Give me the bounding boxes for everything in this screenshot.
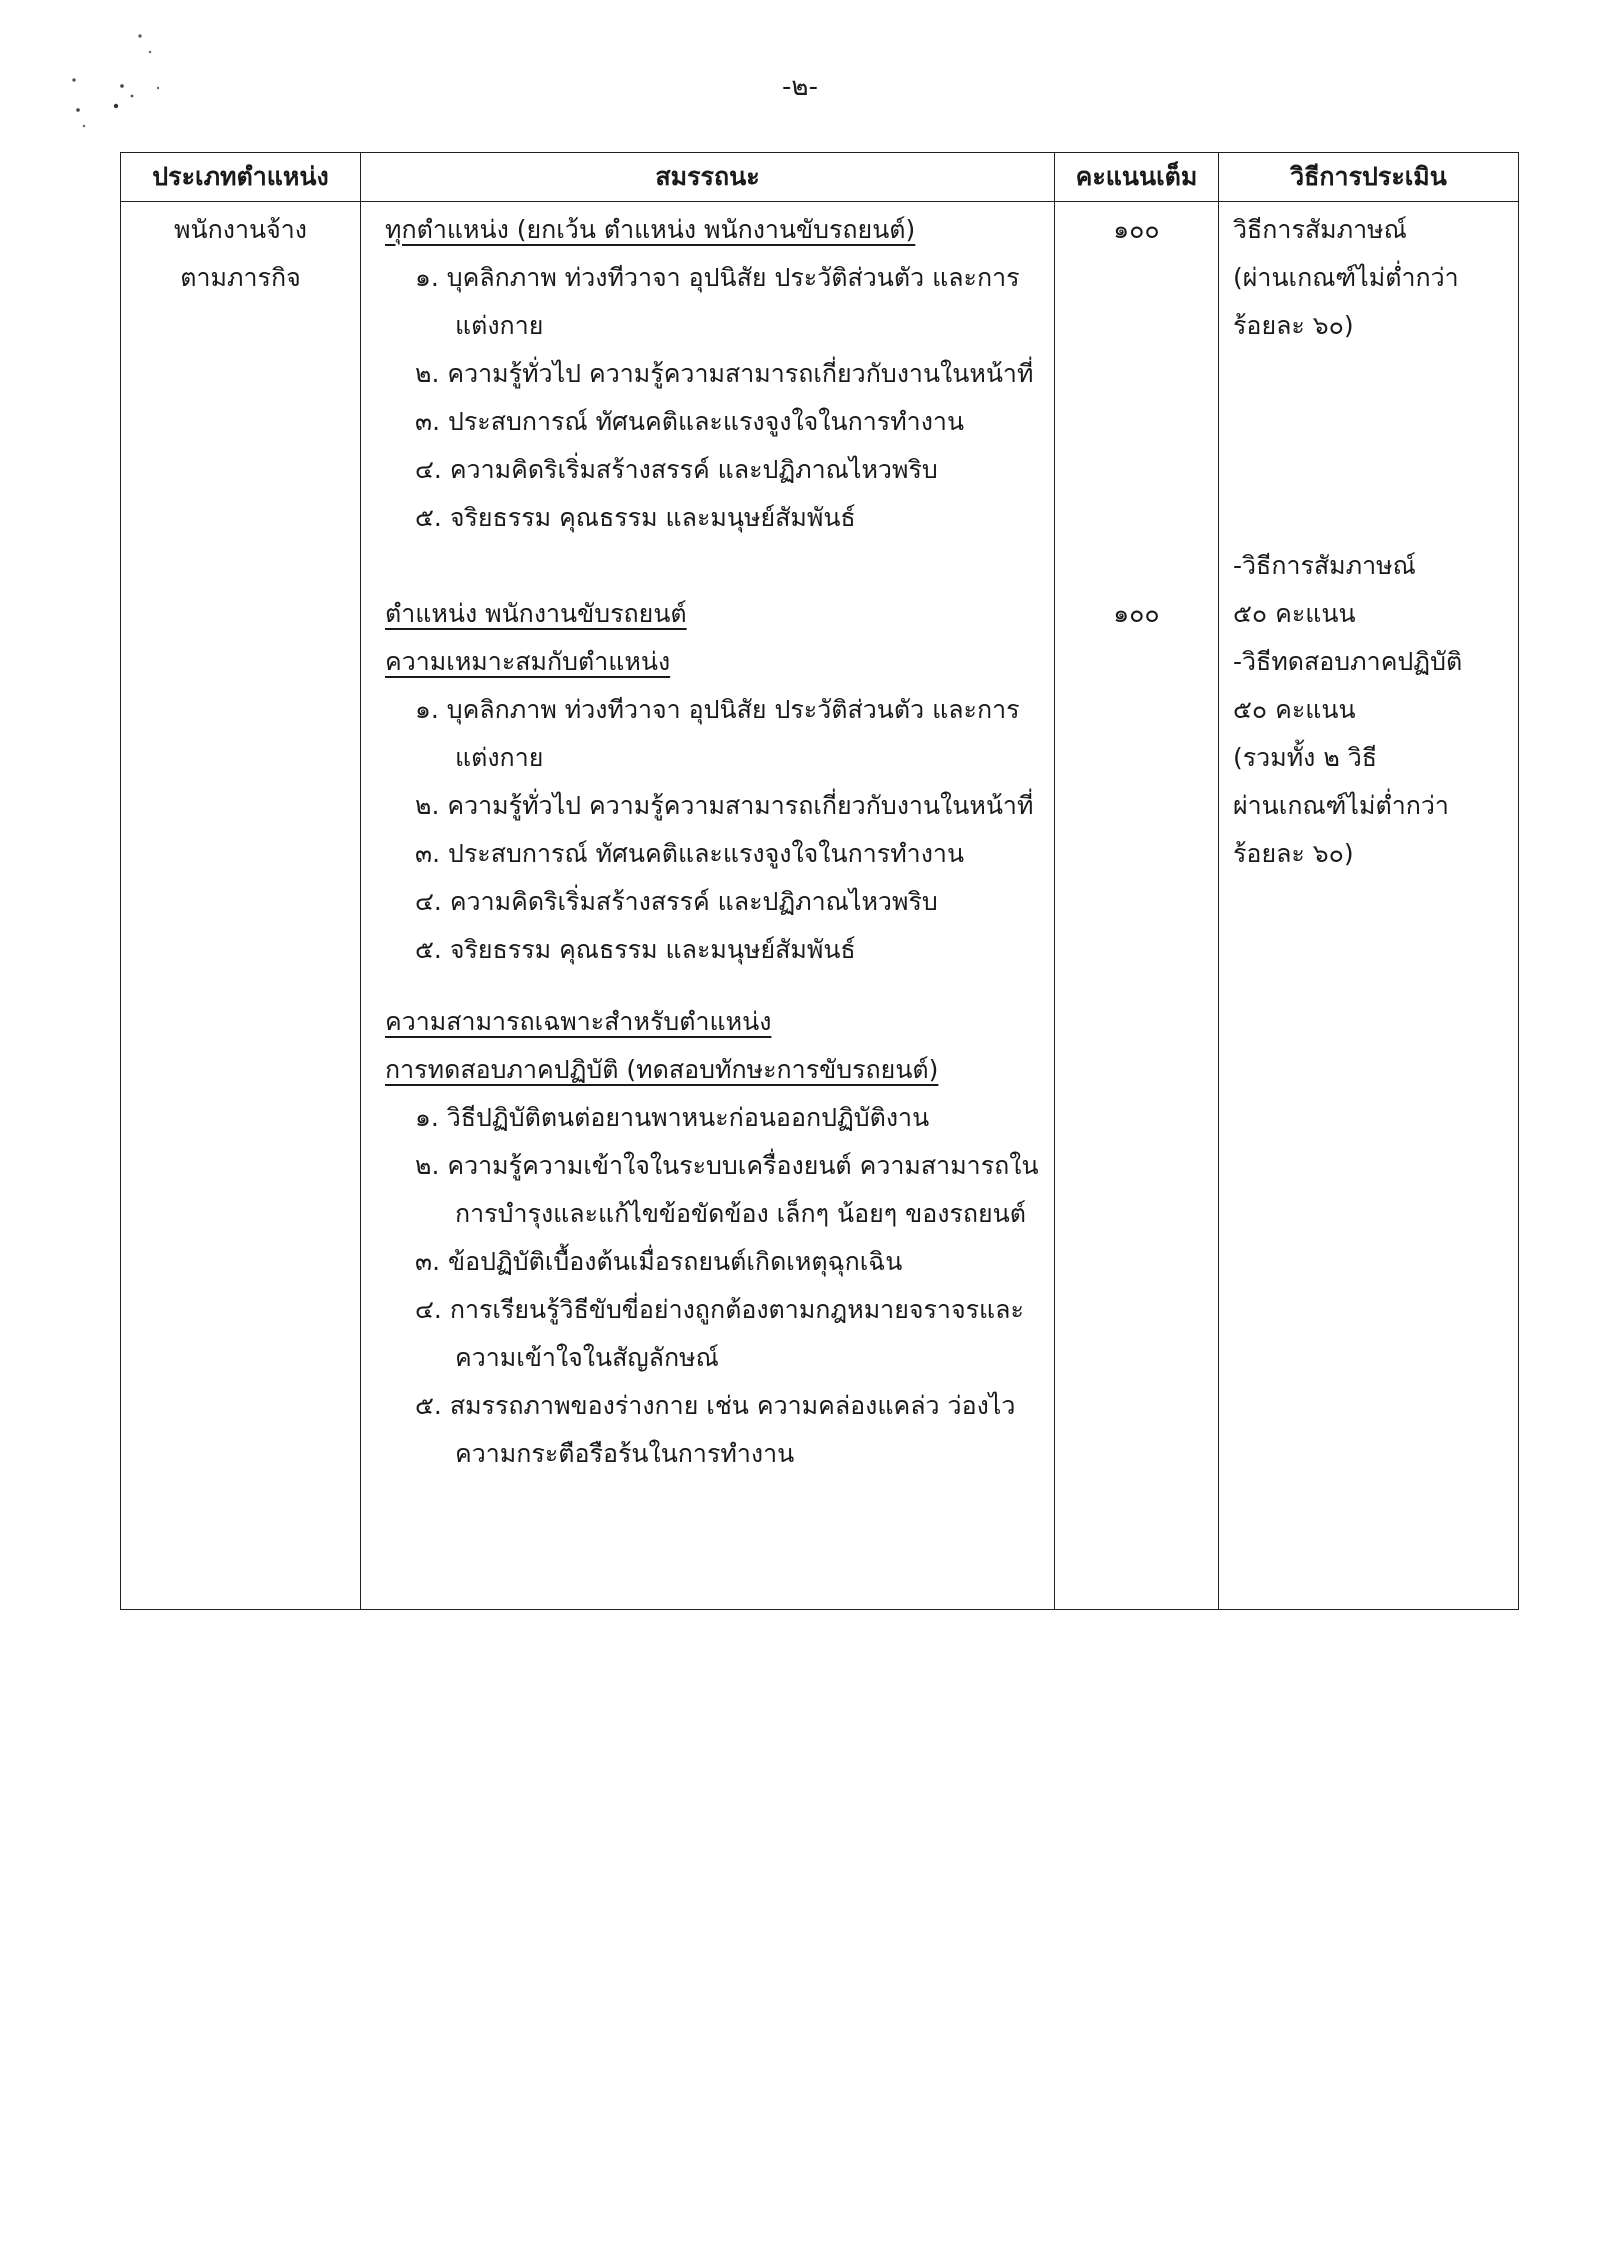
section3-subheading: การทดสอบภาคปฏิบัติ (ทดสอบทักษะการขับรถยนต์) xyxy=(385,1055,939,1084)
section1-item: ๑. บุคลิกภาพ ท่วงทีวาจา อุปนิสัย ประวัติส่วนตัว และการแต่งกาย xyxy=(415,263,1020,340)
section2-method-line: -วิธีทดสอบภาคปฏิบัติ xyxy=(1233,647,1463,676)
section1-heading: ทุกตำแหน่ง (ยกเว้น ตำแหน่ง พนักงานขับรถยนต์) xyxy=(385,215,916,244)
section2-method-line: -วิธีการสัมภาษณ์ xyxy=(1233,551,1416,580)
section2-method-line: (รวมทั้ง ๒ วิธี xyxy=(1233,743,1378,772)
section2-item: ๓. ประสบการณ์ ทัศนคติและแรงจูงใจในการทำงาน xyxy=(415,839,965,868)
section1-item: ๔. ความคิดริเริ่มสร้างสรรค์ และปฏิภาณไหวพริบ xyxy=(415,455,938,484)
section2-method-line: ๕๐ คะแนน xyxy=(1233,695,1356,724)
section3-heading: ความสามารถเฉพาะสำหรับตำแหน่ง xyxy=(385,1007,772,1036)
section2-item: ๑. บุคลิกภาพ ท่วงทีวาจา อุปนิสัย ประวัติส่วนตัว และการแต่งกาย xyxy=(415,695,1020,772)
competency-cell xyxy=(361,202,1055,1610)
section3-item: ๓. ข้อปฏิบัติเบื้องต้นเมื่อรถยนต์เกิดเหตุฉุกเฉิน xyxy=(415,1247,903,1276)
section2-method-line: ร้อยละ ๖๐) xyxy=(1233,839,1354,868)
section1-method-line: ร้อยละ ๖๐) xyxy=(1233,311,1354,340)
assessment-table xyxy=(120,152,1519,1610)
section1-item: ๕. จริยธรรม คุณธรรม และมนุษย์สัมพันธ์ xyxy=(415,503,856,532)
section2-subheading: ความเหมาะสมกับตำแหน่ง xyxy=(385,647,671,676)
section2-score: ๑๐๐ xyxy=(1113,599,1160,628)
section2-item: ๔. ความคิดริเริ่มสร้างสรรค์ และปฏิภาณไหวพริบ xyxy=(415,887,938,916)
section3-item: ๔. การเรียนรู้วิธีขับขี่อย่างถูกต้องตามกฎหมายจราจรและความเข้าใจในสัญลักษณ์ xyxy=(415,1295,1024,1372)
header-full-score: คะแนนเต็ม xyxy=(1055,153,1219,202)
header-competency: สมรรถนะ xyxy=(361,153,1055,202)
table-row xyxy=(121,202,1519,1610)
header-assessment-method: วิธีการประเมิน xyxy=(1219,153,1519,202)
position-type-cell xyxy=(121,202,361,1610)
section3-item: ๕. สมรรถภาพของร่างกาย เช่น ความคล่องแคล่ว ว่องไว ความกระตือรือร้นในการทำงาน xyxy=(415,1391,1016,1468)
assessment-method-cell xyxy=(1219,202,1519,1610)
section2-method-line: ๕๐ คะแนน xyxy=(1233,599,1356,628)
table-header-row xyxy=(121,153,1519,202)
section1-method-line: วิธีการสัมภาษณ์ xyxy=(1233,215,1407,244)
section2-heading: ตำแหน่ง พนักงานขับรถยนต์ xyxy=(385,599,687,628)
position-type-line: ตามภารกิจ xyxy=(180,263,301,292)
section2-method-line: ผ่านเกณฑ์ไม่ต่ำกว่า xyxy=(1233,791,1449,820)
full-score-cell xyxy=(1055,202,1219,1610)
header-position-type: ประเภทตำแหน่ง xyxy=(121,153,361,202)
section2-item: ๕. จริยธรรม คุณธรรม และมนุษย์สัมพันธ์ xyxy=(415,935,856,964)
section1-item: ๒. ความรู้ทั่วไป ความรู้ความสามารถเกี่ยวกับงานในหน้าที่ xyxy=(415,359,1034,388)
section2-item: ๒. ความรู้ทั่วไป ความรู้ความสามารถเกี่ยวกับงานในหน้าที่ xyxy=(415,791,1034,820)
section1-item: ๓. ประสบการณ์ ทัศนคติและแรงจูงใจในการทำงาน xyxy=(415,407,965,436)
section1-method-line: (ผ่านเกณฑ์ไม่ต่ำกว่า xyxy=(1233,263,1459,292)
page-number: -๒- xyxy=(782,72,818,102)
section3-item: ๒. ความรู้ความเข้าใจในระบบเครื่องยนต์ ความสามารถในการบำรุงและแก้ไขข้อขัดข้อง เล็กๆ น้อยๆ ของรถยนต์ xyxy=(415,1151,1039,1228)
section1-score: ๑๐๐ xyxy=(1113,215,1160,244)
section3-item: ๑. วิธีปฏิบัติตนต่อยานพาหนะก่อนออกปฏิบัติงาน xyxy=(415,1103,930,1132)
position-type-line: พนักงานจ้าง xyxy=(174,215,307,244)
